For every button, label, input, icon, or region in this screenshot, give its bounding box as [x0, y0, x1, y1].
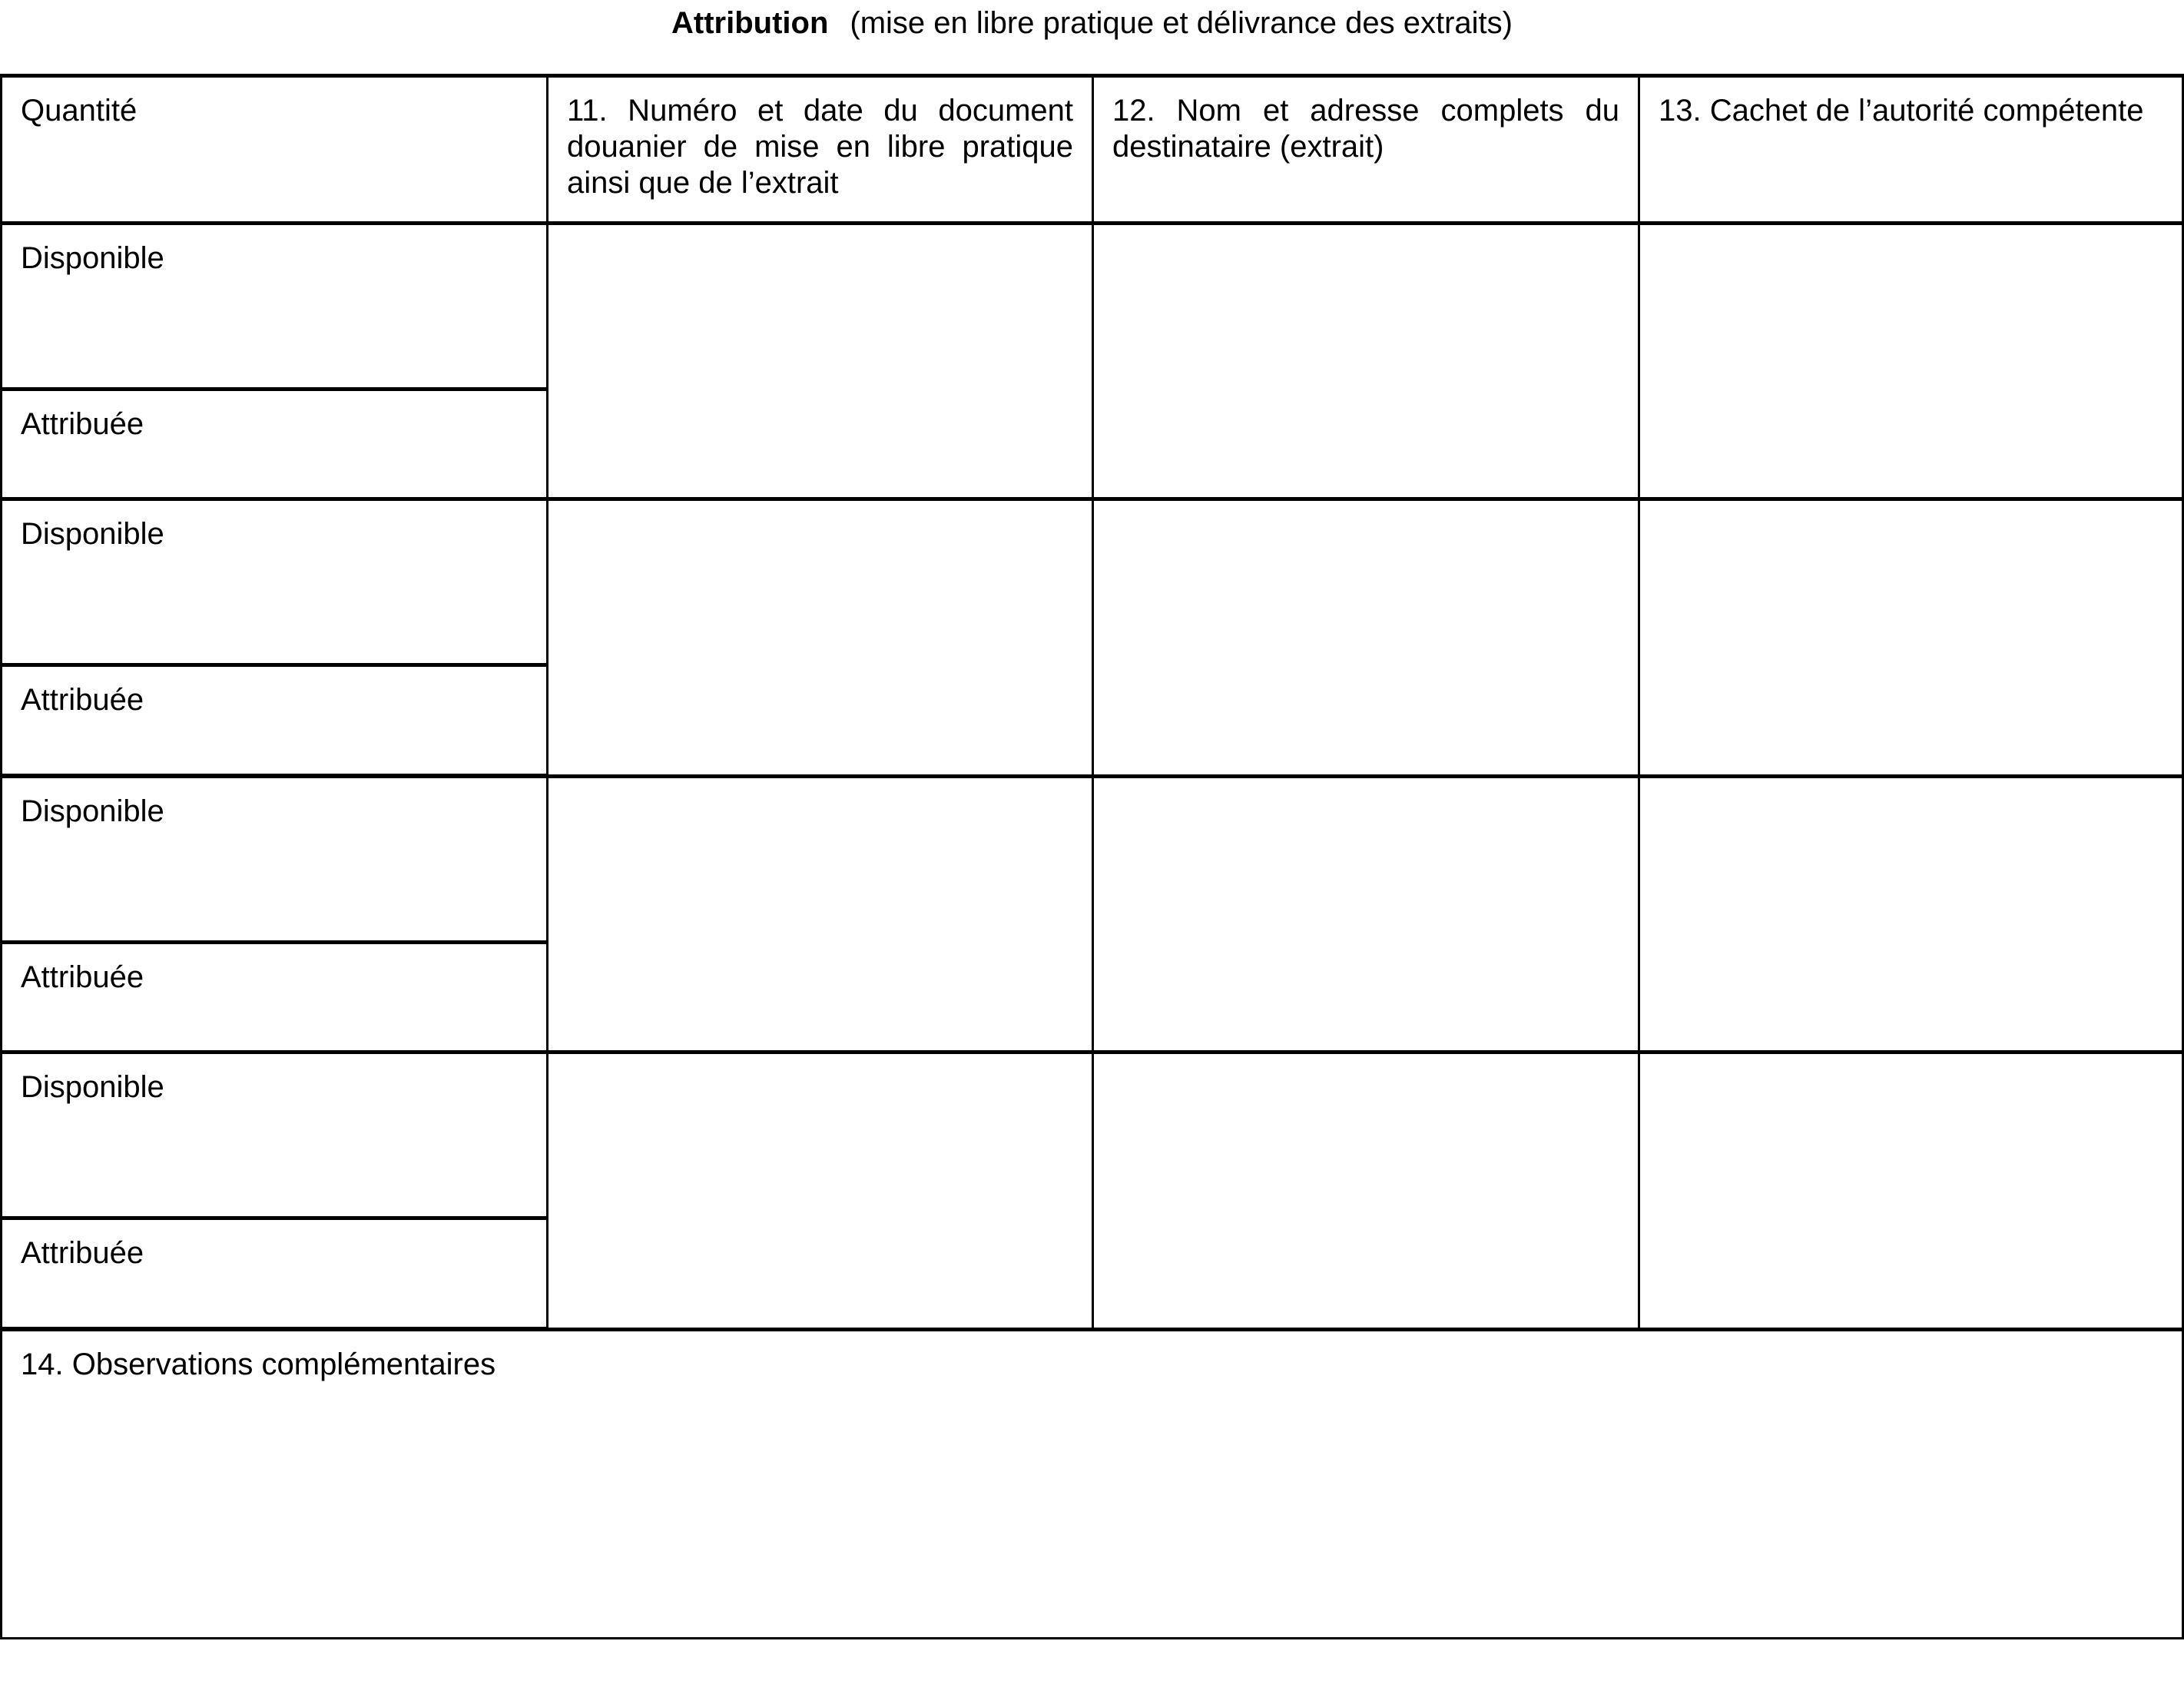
document-number-date-cell[interactable]: [546, 221, 1094, 499]
consignee-name-address-cell[interactable]: [1092, 1050, 1640, 1330]
header-col12: 12. Nom et adresse complets du destinataire (extrait): [1092, 74, 1640, 224]
quantity-allocated-cell[interactable]: [0, 940, 548, 1053]
consignee-name-address-cell[interactable]: [1092, 221, 1640, 499]
quantity-available-cell[interactable]: [0, 774, 548, 943]
allocated-label: Attribuée: [21, 683, 144, 717]
available-label: Disponible: [21, 241, 164, 275]
quantity-available-cell[interactable]: [0, 497, 548, 665]
available-label: Disponible: [21, 517, 164, 551]
authority-stamp-cell[interactable]: [1638, 1050, 2184, 1330]
observations-label: 14. Observations complémentaires: [21, 1348, 496, 1381]
allocated-label: Attribuée: [21, 1236, 144, 1270]
document-number-date-cell[interactable]: [546, 497, 1094, 777]
consignee-name-address-cell[interactable]: [1092, 774, 1640, 1053]
quantity-available-cell[interactable]: [0, 221, 548, 390]
quantity-available-cell[interactable]: [0, 1050, 548, 1218]
title-subtitle: (mise en libre pratique et délivrance des extraits): [850, 6, 1513, 40]
document-number-date-cell[interactable]: [546, 774, 1094, 1053]
authority-stamp-cell[interactable]: [1638, 774, 2184, 1053]
document-number-date-cell[interactable]: [546, 1050, 1094, 1330]
authority-stamp-cell[interactable]: [1638, 221, 2184, 499]
title-bold: Attribution: [671, 6, 829, 40]
allocated-label: Attribuée: [21, 407, 144, 441]
authority-stamp-cell[interactable]: [1638, 497, 2184, 777]
observations-field[interactable]: [0, 1328, 2184, 1639]
available-label: Disponible: [21, 794, 164, 828]
consignee-name-address-cell[interactable]: [1092, 497, 1640, 777]
form-title: [0, 6, 2184, 41]
available-label: Disponible: [21, 1070, 164, 1104]
header-quantity: Quantité: [0, 74, 548, 224]
header-col13: 13. Cachet de l’autorité compétente: [1638, 74, 2184, 224]
allocated-label: Attribuée: [21, 960, 144, 994]
quantity-allocated-cell[interactable]: [0, 1216, 548, 1329]
quantity-allocated-cell[interactable]: [0, 387, 548, 500]
quantity-allocated-cell[interactable]: [0, 663, 548, 776]
header-col11: 11. Numéro et date du document douanier de mise en libre pratique ainsi que de l’extrait: [546, 74, 1094, 224]
